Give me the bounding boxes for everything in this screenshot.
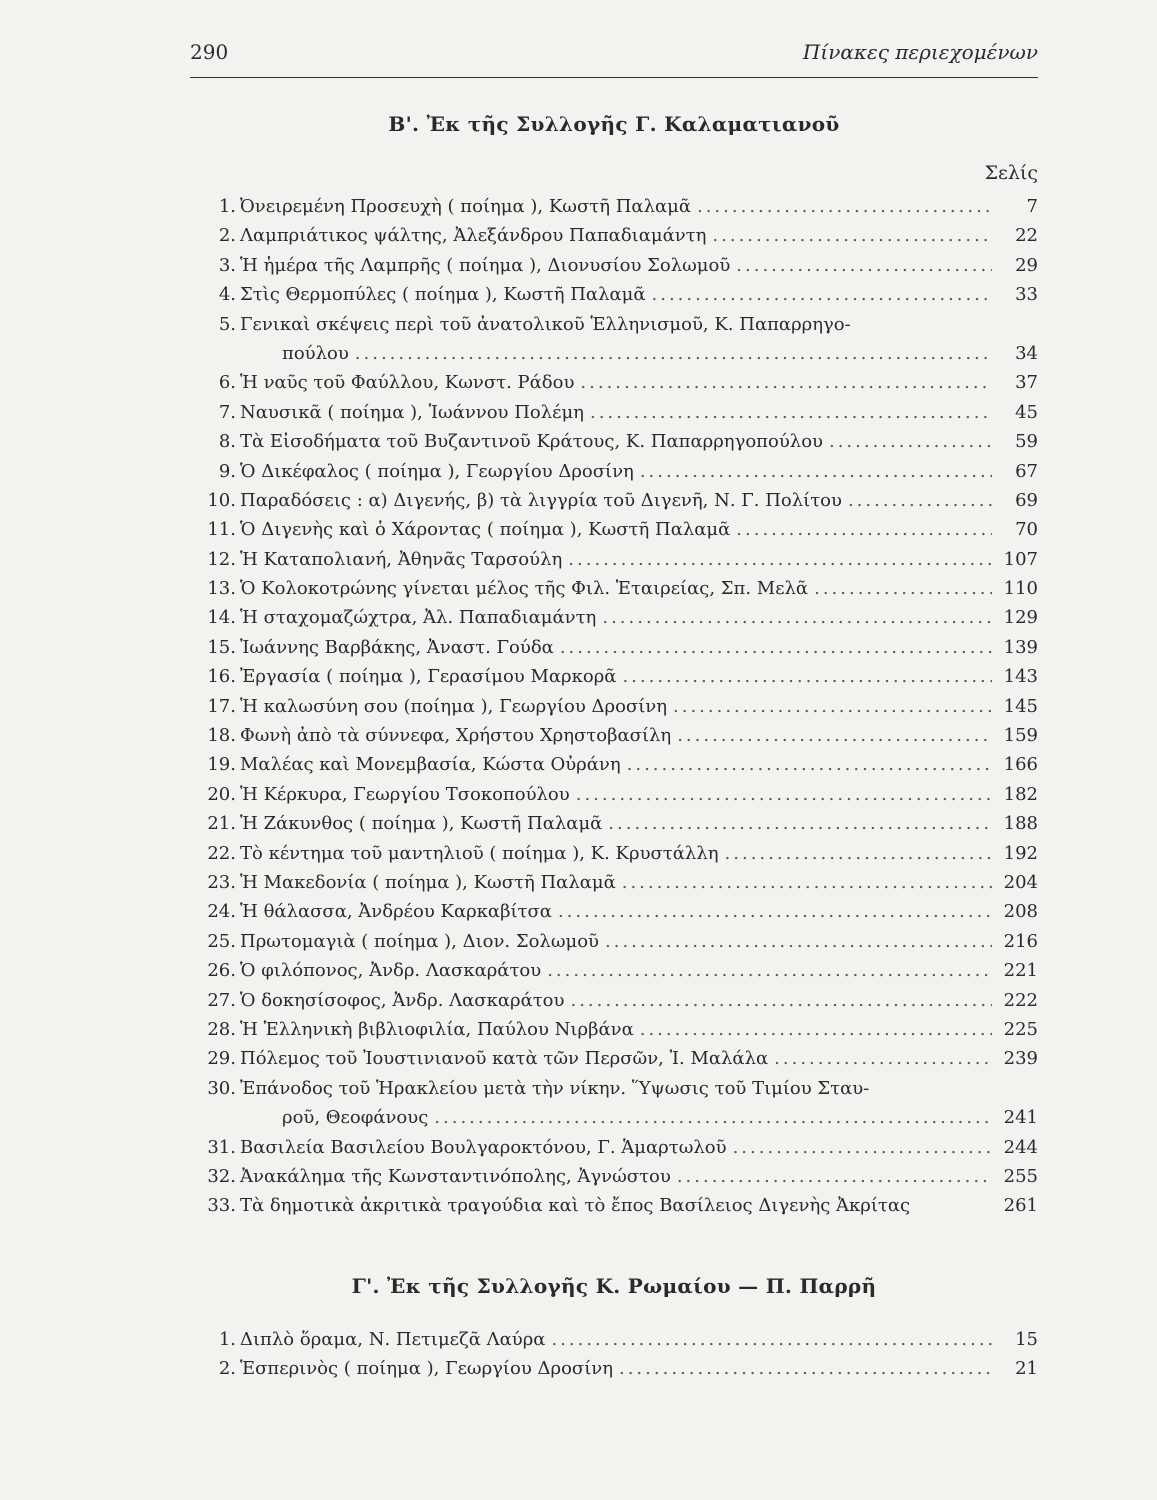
toc-entry <box>190 1166 1038 1195</box>
dot-leader <box>608 813 992 834</box>
entry-number: 27. <box>207 989 236 1011</box>
entry-title: Πρωτομαγιὰ ( ποίημα ), Διον. Σολωμοῦ <box>240 930 599 952</box>
toc-entry <box>190 666 1038 695</box>
toc-entry <box>190 725 1038 754</box>
entry-page: 255 <box>1003 1165 1038 1187</box>
entry-page: 222 <box>1003 989 1038 1011</box>
entry-title-continued: ροῦ, Θεοφάνους <box>282 1107 429 1129</box>
entry-number: 1. <box>218 196 236 217</box>
entry-page: 37 <box>1015 372 1038 394</box>
entry-page: 159 <box>1003 725 1038 747</box>
toc-entry <box>190 255 1038 284</box>
toc-entry <box>190 549 1038 578</box>
entry-page: 166 <box>1003 754 1038 776</box>
entry-title: Ἡ Κέρκυρα, Γεωργίου Τσοκοπούλου <box>240 783 570 805</box>
dot-leader <box>733 1137 992 1158</box>
entry-title: Ὁ Διγενὴς καὶ ὁ Χάροντας ( ποίημα ), Κωστῆ Παλαμᾶ <box>240 519 731 541</box>
dot-leader <box>551 1329 992 1350</box>
entry-number: 32. <box>207 1165 236 1187</box>
toc-entry <box>190 402 1038 431</box>
entry-number: 2. <box>218 1358 236 1380</box>
entry-title: Παραδόσεις : α) Διγενής, β) τὰ λιγγρία τοῦ Διγενῆ, Ν. Γ. Πολίτου <box>240 489 842 511</box>
toc-entry <box>190 1019 1038 1048</box>
entry-title: Τὸ κέντημα τοῦ μαντηλιοῦ ( ποίημα ), Κ. Κρυστάλλη <box>240 842 719 864</box>
dot-leader <box>814 578 992 599</box>
entry-page: 70 <box>1015 519 1038 541</box>
toc-entry <box>190 784 1038 813</box>
entry-title: Ὁ δοκησίσοφος, Ἀνδρ. Λασκαράτου <box>240 989 565 1011</box>
entry-page: 45 <box>1015 401 1038 423</box>
toc-entry <box>190 931 1038 960</box>
toc-entry <box>190 813 1038 842</box>
toc-entry <box>190 196 1038 225</box>
entry-title: Ἐπάνοδος τοῦ Ἡρακλείου μετὰ τὴν νίκην. Ὕψωσις τοῦ Τιμίου Σταυ- <box>240 1077 870 1099</box>
entry-title: Ὁ φιλόπονος, Ἀνδρ. Λασκαράτου <box>240 960 542 982</box>
toc-entry <box>190 1358 1038 1387</box>
entry-page: 67 <box>1015 460 1038 482</box>
entry-title: Ἐργασία ( ποίημα ), Γερασίμου Μαρκορᾶ <box>240 666 617 688</box>
entry-title: Τὰ Εἰσοδήματα τοῦ Βυζαντινοῦ Κράτους, Κ. Παπαρρηγοπούλου <box>240 431 823 453</box>
entry-number: 18. <box>207 725 236 747</box>
toc-list-g <box>190 1329 1038 1388</box>
toc-entry <box>190 607 1038 636</box>
toc-entry <box>190 519 1038 548</box>
toc-entry <box>190 637 1038 666</box>
toc-entry <box>190 1329 1038 1358</box>
entry-page: 182 <box>1003 783 1038 805</box>
entry-title: Γενικαὶ σκέψεις περὶ τοῦ ἀνατολικοῦ Ἑλληνισμοῦ, Κ. Παπαρρηγο- <box>240 313 851 335</box>
entry-number: 14. <box>207 607 236 629</box>
header-rule <box>190 77 1038 78</box>
toc-entry <box>190 578 1038 607</box>
entry-page: 143 <box>1003 666 1038 688</box>
dot-leader <box>590 402 992 423</box>
entry-number: 24. <box>207 901 236 923</box>
entry-title: Ἰωάννης Βαρβάκης, Ἀναστ. Γούδα <box>240 636 554 658</box>
dot-leader <box>547 960 992 981</box>
entry-title: Διπλὸ ὅραμα, Ν. Πετιμεζᾶ Λαύρα <box>240 1329 546 1350</box>
toc-entry <box>190 1048 1038 1077</box>
page-number: 290 <box>190 40 229 64</box>
entry-page: 15 <box>1015 1329 1038 1350</box>
entry-page: 7 <box>1026 196 1038 217</box>
entry-page: 261 <box>1003 1195 1038 1217</box>
entry-title: Ὀνειρεμένη Προσευχὴ ( ποίημα ), Κωστῆ Παλαμᾶ <box>240 196 691 217</box>
entry-page: 239 <box>1003 1048 1038 1070</box>
entry-number: 7. <box>218 401 236 423</box>
entry-title: Ἑσπερινὸς ( ποίημα ), Γεωργίου Δροσίνη <box>240 1358 613 1380</box>
entry-number: 15. <box>207 636 236 658</box>
entry-page: 221 <box>1003 960 1038 982</box>
entry-page: 216 <box>1003 930 1038 952</box>
entry-number: 4. <box>218 284 236 306</box>
dot-leader <box>829 431 992 452</box>
entry-page: 34 <box>1015 342 1038 364</box>
entry-page: 244 <box>1003 1136 1038 1158</box>
toc-entry <box>190 843 1038 872</box>
entry-page: 192 <box>1003 842 1038 864</box>
toc-entry <box>190 490 1038 519</box>
entry-page: 129 <box>1003 607 1038 629</box>
entry-title: Ἡ Μακεδονία ( ποίημα ), Κωστῆ Παλαμᾶ <box>240 872 616 893</box>
dot-leader <box>560 637 992 658</box>
toc-list-b <box>190 196 1038 1225</box>
entry-title: Ἡ ἡμέρα τῆς Λαμπρῆς ( ποίημα ), Διονυσίου Σολωμοῦ <box>240 254 731 276</box>
entry-number: 19. <box>207 754 236 776</box>
dot-leader <box>697 196 992 217</box>
entry-page: 188 <box>1003 813 1038 835</box>
entry-number: 10. <box>207 489 236 511</box>
entry-page: 208 <box>1003 901 1038 923</box>
toc-entry <box>190 696 1038 725</box>
dot-leader <box>558 901 992 922</box>
dot-leader <box>640 1019 992 1040</box>
entry-number: 6. <box>218 372 236 394</box>
entry-title: Φωνὴ ἀπὸ τὰ σύννεφα, Χρήστου Χρηστοβασίλη <box>240 725 672 747</box>
entry-number: 21. <box>207 813 236 835</box>
toc-entry <box>190 990 1038 1019</box>
entry-title-continued: πούλου <box>282 342 349 364</box>
dot-leader <box>622 872 992 893</box>
entry-page: 241 <box>1003 1107 1038 1129</box>
entry-number: 22. <box>207 842 236 864</box>
dot-leader <box>568 549 992 570</box>
dot-leader <box>605 931 992 952</box>
entry-number: 13. <box>207 578 236 600</box>
entry-number: 11. <box>207 519 236 541</box>
entry-title: Τὰ δημοτικὰ ἀκριτικὰ τραγούδια καὶ τὸ ἔπος Βασίλειος Διγενὴς Ἀκρίτας <box>240 1195 911 1217</box>
entry-page: 33 <box>1015 284 1038 306</box>
dot-leader <box>652 284 993 305</box>
dot-leader <box>622 666 992 687</box>
entry-number: 30. <box>207 1077 236 1099</box>
section-title-g: Γ'. Ἐκ τῆς Συλλογῆς Κ. Ρωμαίου — Π. Παρρῆ <box>351 1274 877 1298</box>
entry-number: 33. <box>207 1195 236 1217</box>
dot-leader <box>640 461 992 482</box>
entry-number: 23. <box>207 872 236 893</box>
dot-leader <box>355 343 992 364</box>
entry-number: 29. <box>207 1048 236 1070</box>
entry-title: Ἡ καλωσύνη σου (ποίημα ), Γεωργίου Δροσίνη <box>240 695 667 717</box>
entry-number: 12. <box>207 548 236 570</box>
section-title-b: Β'. Ἐκ τῆς Συλλογῆς Γ. Καλαματιανοῦ <box>388 112 840 136</box>
entry-number: 20. <box>207 783 236 805</box>
entry-page: 110 <box>1003 578 1038 600</box>
entry-title: Βασιλεία Βασιλείου Βουλγαροκτόνου, Γ. Ἁμαρτωλοῦ <box>240 1136 727 1158</box>
running-title: Πίνακες περιεχομένων <box>802 40 1038 64</box>
toc-entry <box>190 225 1038 254</box>
entry-title: Ναυσικᾶ ( ποίημα ), Ἰωάννου Πολέμη <box>240 401 584 423</box>
dot-leader <box>580 372 992 393</box>
toc-entry <box>190 872 1038 901</box>
entry-title: Πόλεμος τοῦ Ἰουστινιανοῦ κατὰ τῶν Περσῶν, Ἰ. Μαλάλα <box>240 1048 769 1070</box>
entry-number: 2. <box>218 225 236 247</box>
dot-leader <box>736 519 992 540</box>
dot-leader <box>570 990 992 1011</box>
dot-leader <box>712 225 992 246</box>
entry-number: 26. <box>207 960 236 982</box>
toc-entry <box>190 901 1038 930</box>
entry-number: 3. <box>218 254 236 276</box>
entry-title: Ὁ Κολοκοτρώνης γίνεται μέλος τῆς Φιλ. Ἑταιρείας, Σπ. Μελᾶ <box>240 578 809 600</box>
toc-entry <box>190 1195 1038 1224</box>
entry-number: 16. <box>207 666 236 688</box>
entry-title: Μαλέας καὶ Μονεμβασία, Κώστα Οὐράνη <box>240 754 621 776</box>
dot-leader <box>602 607 992 628</box>
toc-entry <box>190 284 1038 313</box>
pages-column-label: Σελίς <box>984 162 1038 184</box>
dot-leader <box>673 696 992 717</box>
page-header <box>190 40 1038 80</box>
dot-leader <box>848 490 992 511</box>
toc-entry <box>190 960 1038 989</box>
entry-title: Ἡ Ζάκυνθος ( ποίημα ), Κωστῆ Παλαμᾶ <box>240 813 603 835</box>
toc-entry <box>190 461 1038 490</box>
entry-page: 59 <box>1015 431 1038 453</box>
entry-number: 17. <box>207 695 236 717</box>
entry-number: 28. <box>207 1018 236 1040</box>
dot-leader <box>774 1048 992 1069</box>
toc-entry <box>190 1137 1038 1166</box>
dot-leader <box>619 1358 992 1379</box>
toc-entry <box>190 431 1038 460</box>
entry-number: 31. <box>207 1136 236 1158</box>
entry-title: Λαμπριάτικος ψάλτης, Ἀλεξάνδρου Παπαδιαμάντη <box>240 225 707 247</box>
entry-title: Στὶς Θερμοπύλες ( ποίημα ), Κωστῆ Παλαμᾶ <box>240 284 646 306</box>
entry-title: Ἀνακάλημα τῆς Κωνσταντινόπολης, Ἀγνώστου <box>240 1165 671 1187</box>
entry-title: Ἡ Ἑλληνικὴ βιβλιοφιλία, Παύλου Νιρβάνα <box>240 1018 634 1040</box>
entry-page: 204 <box>1003 872 1038 893</box>
dot-leader <box>736 255 992 276</box>
entry-number: 9. <box>218 460 236 482</box>
entry-page: 139 <box>1003 636 1038 658</box>
entry-number: 8. <box>218 431 236 453</box>
entry-title: Ἡ σταχομαζώχτρα, Ἀλ. Παπαδιαμάντη <box>240 607 597 629</box>
entry-page: 21 <box>1015 1358 1038 1380</box>
toc-entry <box>190 1078 1038 1137</box>
dot-leader <box>627 754 992 775</box>
dot-leader <box>725 843 992 864</box>
toc-entry <box>190 314 1038 373</box>
dot-leader <box>434 1107 992 1128</box>
entry-page: 145 <box>1003 695 1038 717</box>
entry-title: Ἡ θάλασσα, Ἀνδρέου Καρκαβίτσα <box>240 901 552 923</box>
toc-entry <box>190 372 1038 401</box>
dot-leader <box>677 725 992 746</box>
dot-leader <box>677 1166 992 1187</box>
entry-title: Ἡ ναῦς τοῦ Φαύλλου, Κωνστ. Ράδου <box>240 372 575 394</box>
entry-page: 22 <box>1015 225 1038 247</box>
entry-page: 69 <box>1015 489 1038 511</box>
entry-title: Ἡ Καταπολιανή, Ἀθηνᾶς Ταρσούλη <box>240 548 563 570</box>
entry-page: 225 <box>1003 1018 1038 1040</box>
entry-title: Ὁ Δικέφαλος ( ποίημα ), Γεωργίου Δροσίνη <box>240 460 634 482</box>
entry-number: 1. <box>218 1329 236 1350</box>
entry-page: 107 <box>1003 548 1038 570</box>
toc-entry <box>190 754 1038 783</box>
entry-number: 25. <box>207 930 236 952</box>
dot-leader <box>576 784 992 805</box>
entry-page: 29 <box>1015 254 1038 276</box>
entry-number: 5. <box>218 313 236 335</box>
